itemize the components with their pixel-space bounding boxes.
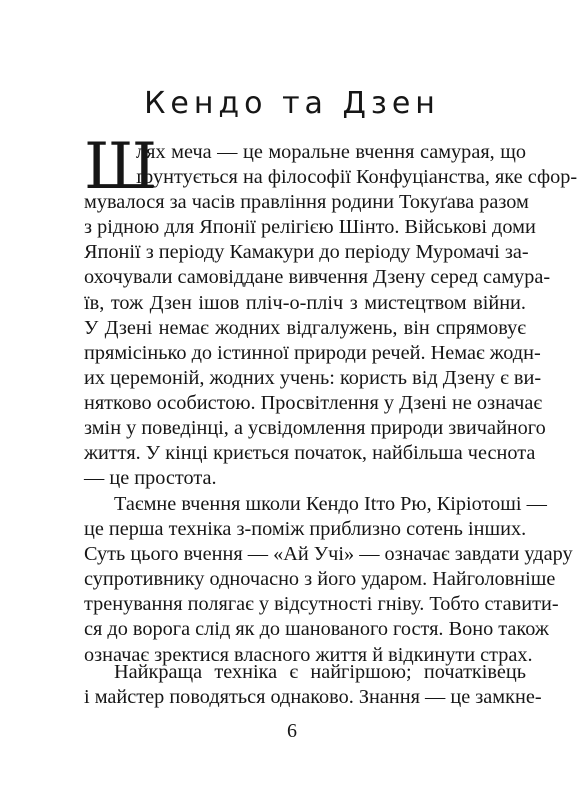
text-line: прямісінько до істинної природи речей. Немає жодн- (84, 341, 541, 364)
text-line: охочували самовіддане вивчення Дзену серед самура- (84, 266, 551, 289)
page-number: 6 (287, 720, 297, 742)
text-line: тренування полягає у відсутності гніву. Тобто ставити- (84, 593, 559, 616)
drop-cap: Ш (84, 130, 158, 204)
text-line: і майстер поводяться однаково. Знання — це замкне- (84, 686, 542, 709)
text-line: життя. У кінці криється початок, найбільша чеснота (84, 442, 536, 465)
text-line: Японії з періоду Камакури до періоду Муромачі за- (84, 241, 529, 264)
chapter-title: Кендо та Дзен (144, 86, 440, 121)
text-line: змін у поведінці, а усвідомлення природи звичайного (84, 417, 546, 440)
text-line: їв, тож Дзен ішов пліч-о-пліч з мистецтвом війни. (84, 291, 526, 314)
text-line: — це простота. (84, 467, 217, 490)
text-line: супротивнику одночасно з його ударом. Найголовніше (84, 568, 556, 591)
paragraph-3 (84, 660, 542, 710)
text-line: з рідною для Японії релігією Шінто. Військові доми (84, 216, 536, 239)
text-line: ґрунтується на філософії Конфуціанства, яке сфор- (136, 166, 578, 189)
text-line: ся до ворога слід як до шанованого гостя. Воно також (84, 618, 549, 641)
text-line: их церемоній, жодних учень: користь від Дзену є ви- (84, 366, 542, 389)
paragraph-1 (84, 130, 578, 491)
text-line: Таємне вчення школи Кендо Itто Рю, Кіріотоші — (114, 493, 547, 515)
text-line: Найкраща техніка є найгіршою; початківець (114, 661, 526, 683)
text-line: мувалося за часів правління родини Токуґава разом (84, 191, 529, 214)
text-line: означає зректися власного життя й відкинути страх. (84, 643, 533, 666)
text-line: У Дзені немає жодних відгалужень, він спрямовує (84, 316, 526, 339)
text-line: Суть цього вчення — «Ай Учі» — означає завдати удару (84, 543, 573, 566)
text-line: нятково особистою. Просвітлення у Дзені не означає (84, 391, 543, 414)
text-line: це перша техніка з-поміж приблизно сотень інших. (84, 518, 527, 541)
text-line: лях меча — це моральне вчення самурая, що (136, 141, 526, 163)
paragraph-2 (84, 492, 573, 668)
